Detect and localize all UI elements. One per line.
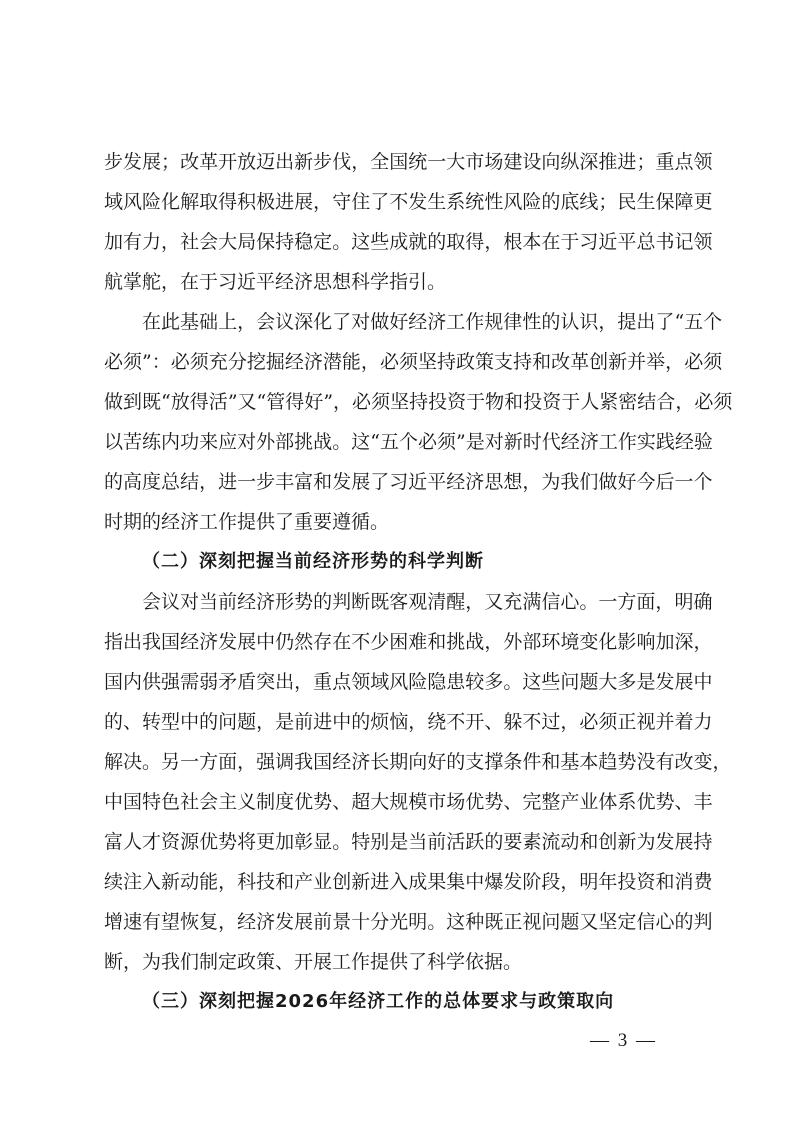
text-line: 富 人 才 资 源 优 势 将 更 加 彰 显 。 特 别 是 当 前 活 跃 的 要 素 流 动 和 创 新 为 发 展 持 [104,831,713,853]
text-line: 航掌舵，在于习近平经济思想科学指引。 [104,271,447,293]
text-line: 的 、 转 型 中 的 问 题 ， 是 前 进 中 的 烦 恼 ， 绕 不 开 、 躲 不 过 ， 必 须 正 视 并 着 力 [104,711,713,733]
text-line: 国 内 供 强 需 弱 矛 盾 突 出 ， 重 点 领 域 风 险 隐 患 较 多 。 这 些 问 题 大 多 是 发 展 中 [104,671,713,693]
text-line: 必 须 ” ： 必 须 充 分 挖 掘 经 济 潜 能 ， 必 须 坚 持 政 策 支 持 和 改 革 创 新 并 举 ， 必 须 [104,351,723,373]
text-line: 的 高 度 总 结 ， 进 一 步 丰 富 和 发 展 了 习 近 平 经 济 思 想 ， 为 我 们 做 好 今 后 一 个 [104,471,713,493]
text-line: 做 到 既 “ 放 得 活 ” 又 “ 管 得 好 ” ， 必 须 坚 持 投 资 于 物 和 投 资 于 人 紧 密 结 合 ， 必 须 [104,391,733,413]
text-line: 断，为我们制定政策、开展工作提供了科学依据。 [104,951,523,973]
text-line: 增 速 有 望 恢 复 ， 经 济 发 展 前 景 十 分 光 明 。 这 种 既 正 视 问 题 又 坚 定 信 心 的 判 [104,911,713,933]
text-line: 指 出 我 国 经 济 发 展 中 仍 然 存 在 不 少 困 难 和 挑 战 ， 外 部 环 境 变 化 影 响 加 深 ， [104,631,713,653]
text-line: 加 有 力 ， 社 会 大 局 保 持 稳 定 。 这 些 成 就 的 取 得 ， 根 本 在 于 习 近 平 总 书 记 领 [104,231,713,253]
text-line: 解 决 。 另 一 方 面 ， 强 调 我 国 经 济 长 期 向 好 的 支 撑 条 件 和 基 本 趋 势 没 有 改 变 ， [104,751,732,773]
text-line: 续 注 入 新 动 能 ， 科 技 和 产 业 创 新 进 入 成 果 集 中 爆 发 阶 段 ， 明 年 投 资 和 消 费 [104,871,713,893]
section-heading-2: （二）深刻把握当前经济形势的科学判断 [142,551,484,572]
section-heading-3: （三）深刻把握2026年经济工作的总体要求与政策取向 [142,991,615,1012]
text-line: 时期的经济工作提供了重要遵循。 [104,511,390,533]
text-line: 以 苦 练 内 功 来 应 对 外 部 挑 战 。 这 “ 五 个 必 须 ” 是 对 新 时 代 经 济 工 作 实 践 经 验 [104,431,713,453]
paragraph-first-line: 会 议 对 当 前 经 济 形 势 的 判 断 既 客 观 清 醒 ， 又 充 满 信 心 。 一 方 面 ， 明 确 [142,591,713,613]
text-line: 域 风 险 化 解 取 得 积 极 进 展 ， 守 住 了 不 发 生 系 统 性 风 险 的 底 线 ； 民 生 保 障 更 [104,191,713,213]
text-line: 步 发 展 ； 改 革 开 放 迈 出 新 步 伐 ， 全 国 统 一 大 市 场 建 设 向 纵 深 推 进 ； 重 点 领 [104,151,713,173]
paragraph-first-line: 在 此 基 础 上 ， 会 议 深 化 了 对 做 好 经 济 工 作 规 律 性 的 认 识 ， 提 出 了 “ 五 个 [142,311,723,333]
text-line: 中 国 特 色 社 会 主 义 制 度 优 势 、 超 大 规 模 市 场 优 势 、 完 整 产 业 体 系 优 势 、 丰 [104,791,713,813]
page-number: — 3 — [590,1030,657,1051]
